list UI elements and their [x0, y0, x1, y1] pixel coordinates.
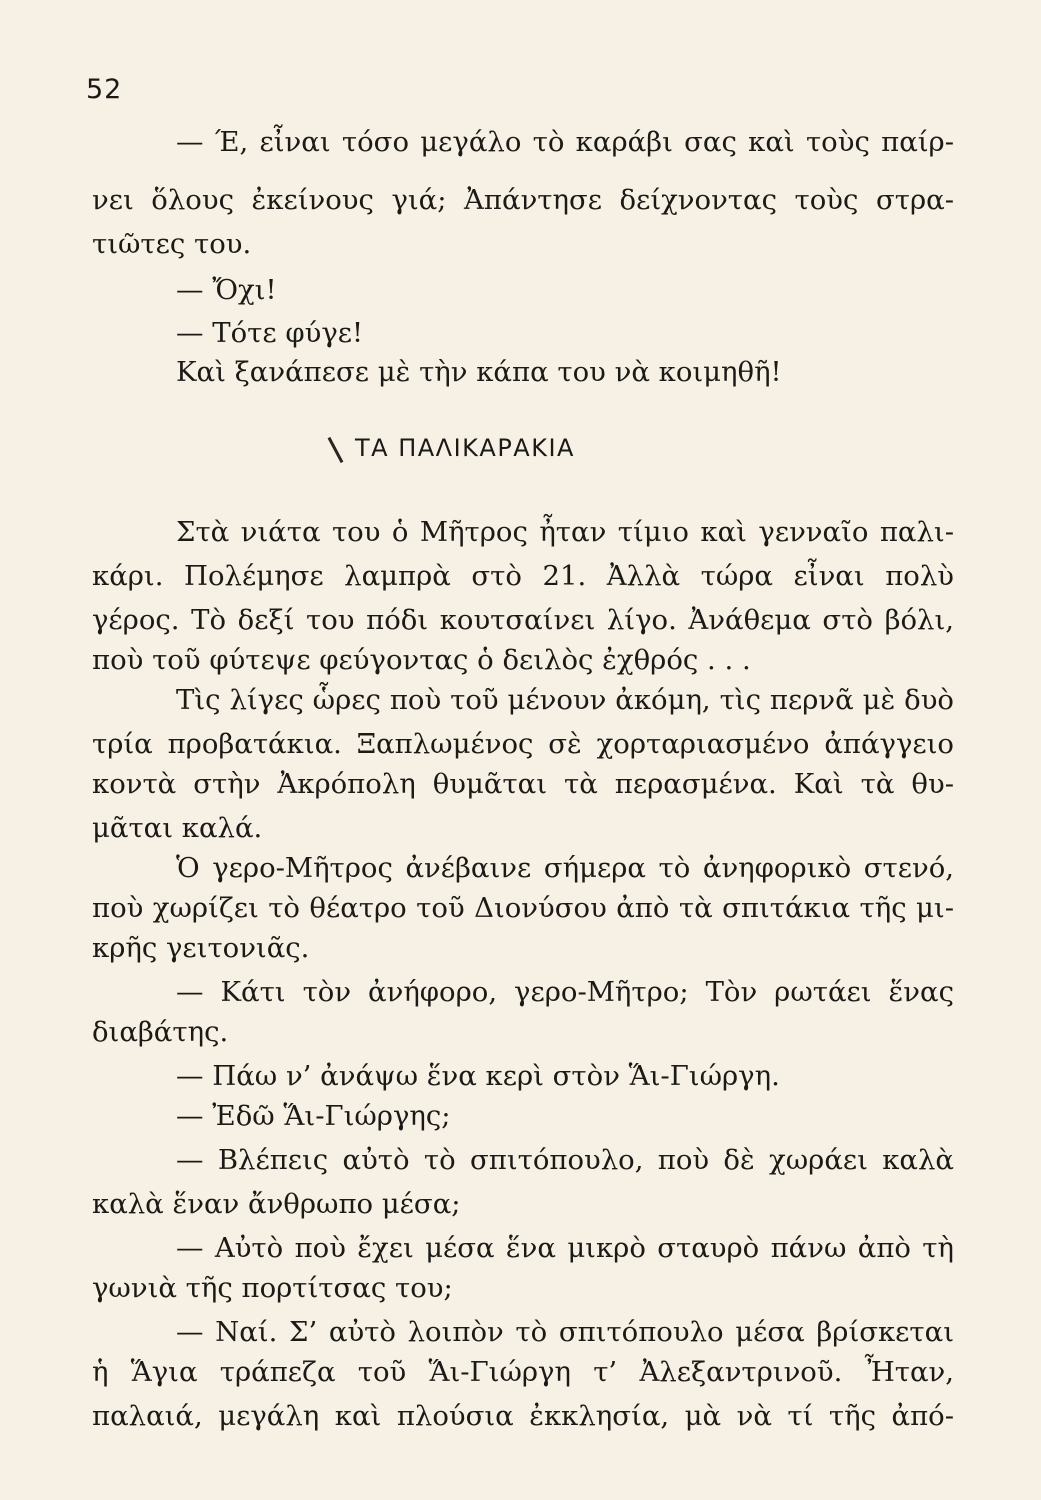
text-line: μᾶται καλά. [92, 812, 263, 844]
text-line: κάρι. Πολέμησε λαμπρὰ στὸ 21. Ἀλλὰ τώρα εἶναι πολὺ [92, 560, 954, 592]
margin-mark [328, 437, 344, 463]
text-line: κοντὰ στὴν Ἀκρόπολη θυμᾶται τὰ περασμένα. Καὶ τὰ θυ- [92, 768, 954, 800]
page-number: 52 [86, 74, 123, 105]
text-line: Στὰ νιάτα του ὁ Μῆτρος ἦταν τίμιο καὶ γενναῖο παλι- [176, 516, 954, 548]
text-line: — Ναί. Σ’ αὐτὸ λοιπὸν τὸ σπιτόπουλο μέσα βρίσκεται [176, 1316, 954, 1348]
text-line: Τὶς λίγες ὧρες ποὺ τοῦ μένουν ἀκόμη, τὶς περνᾶ μὲ δυὸ [176, 684, 954, 716]
text-line: — Τότε φύγε! [176, 317, 364, 349]
text-line: ποὺ χωρίζει τὸ θέατρο τοῦ Διονύσου ἀπὸ τὰ σπιτάκια τῆς μι- [92, 892, 954, 924]
text-line: γέρος. Τὸ δεξί του πόδι κουτσαίνει λίγο. Ἀνάθεμα στὸ βόλι, [92, 604, 954, 636]
text-line: ἡ Ἅγια τράπεζα τοῦ Ἅι-Γιώργη τ’ Ἀλεξαντρινοῦ. Ἦταν, [92, 1356, 954, 1388]
text-line: καλὰ ἕναν ἄνθρωπο μέσα; [92, 1188, 461, 1220]
text-line: — Ὄχι! [176, 274, 277, 306]
text-line: τιῶτες του. [92, 228, 252, 260]
section-title: ΤΑ ΠΑΛΙΚΑΡΑΚΙΑ [355, 434, 575, 462]
text-line: γωνιὰ τῆς πορτίτσας του; [92, 1272, 453, 1304]
text-line: — Κάτι τὸν ἀνήφορο, γερο-Μῆτρο; Τὸν ρωτάει ἕνας [176, 976, 954, 1008]
text-line: — Αὐτὸ ποὺ ἔχει μέσα ἕνα μικρὸ σταυρὸ πάνω ἀπὸ τὴ [176, 1232, 954, 1264]
text-line: — Έ, εἶναι τόσο μεγάλο τὸ καράβι σας καὶ τοὺς παίρ- [176, 126, 954, 158]
text-line: τρία προβατάκια. Ξαπλωμένος σὲ χορταριασμένο ἀπάγγειο [92, 728, 954, 760]
text-line: — Πάω ν’ ἀνάψω ἕνα κερὶ στὸν Ἅι-Γιώργη. [176, 1060, 780, 1092]
text-line: κρῆς γειτονιᾶς. [92, 932, 310, 964]
text-line: νει ὅλους ἐκείνους γιά; Ἀπάντησε δείχνοντας τοὺς στρα- [92, 184, 954, 216]
text-line: Ὁ γερο-Μῆτρος ἀνέβαινε σήμερα τὸ ἀνηφορικὸ στενό, [176, 852, 954, 884]
text-line: διαβάτης. [92, 1016, 229, 1048]
text-line: Καὶ ξανάπεσε μὲ τὴν κάπα του νὰ κοιμηθῆ! [176, 356, 782, 388]
text-line: ποὺ τοῦ φύτεψε φεύγοντας ὁ δειλὸς ἐχθρός . . . [92, 644, 751, 676]
text-line: — Βλέπεις αὐτὸ τὸ σπιτόπουλο, ποὺ δὲ χωράει καλὰ [176, 1144, 954, 1176]
text-line: παλαιά, μεγάλη καὶ πλούσια ἐκκλησία, μὰ νὰ τί τῆς ἀπό- [92, 1400, 954, 1432]
text-line: — Ἐδῶ Ἅι-Γιώργης; [176, 1100, 451, 1132]
